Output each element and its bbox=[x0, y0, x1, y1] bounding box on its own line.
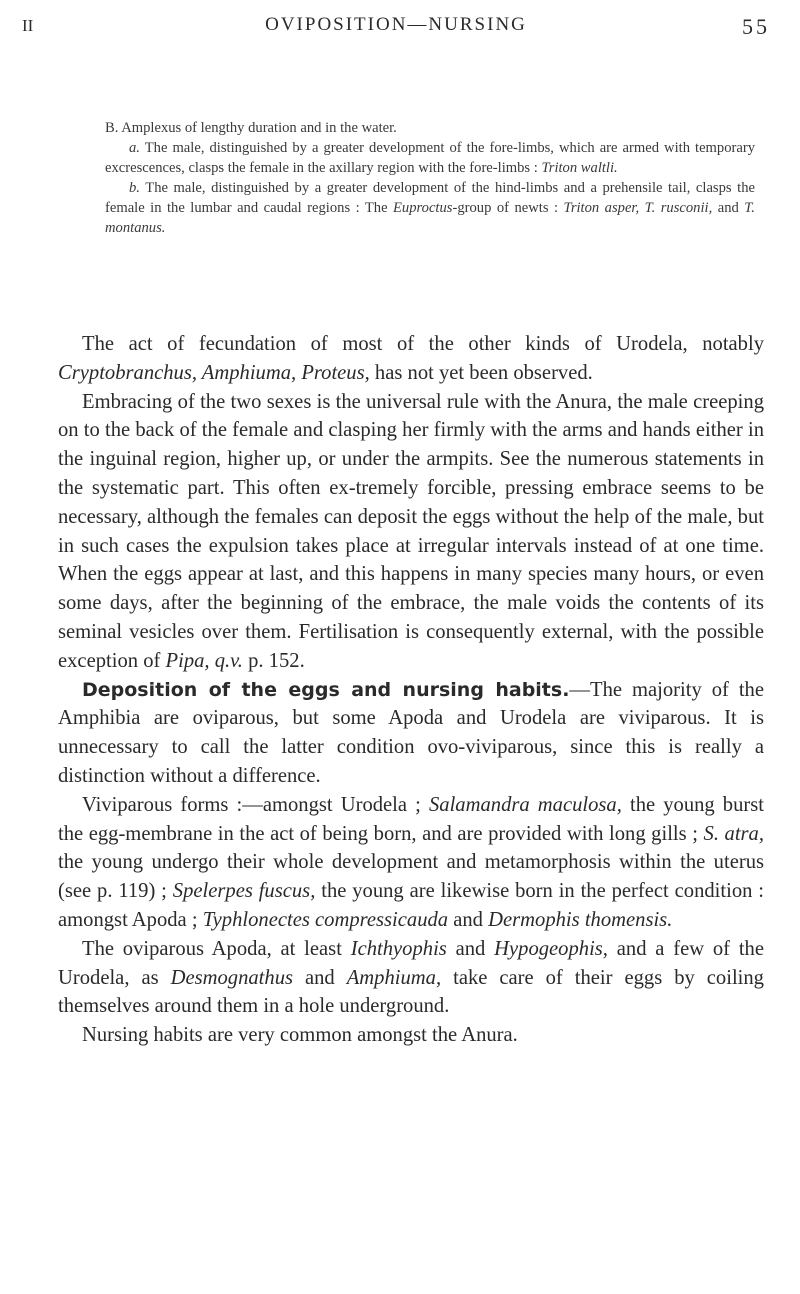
viviparous-species-2: S. atra, bbox=[703, 822, 764, 845]
oviparous-text-1: The oviparous Apoda, at least bbox=[82, 937, 342, 960]
oviparous-genus-4: Amphiuma, bbox=[346, 966, 442, 989]
section-b-item-b bbox=[105, 178, 755, 238]
viviparous-text-1: Viviparous forms :—amongst Urodela ; bbox=[82, 793, 421, 816]
viviparous-text-5: and bbox=[453, 908, 483, 931]
paragraph-oviparous bbox=[58, 935, 764, 1021]
fecundation-text-2: has not yet been observed. bbox=[374, 361, 593, 384]
oviparous-text-2: and bbox=[455, 937, 486, 960]
amplexus-section-b bbox=[105, 118, 755, 238]
oviparous-text-3: and a few of the Urodela, as bbox=[58, 937, 764, 989]
viviparous-text-2: the young burst the egg-membrane in the act of being born, and are provided with long gills ; bbox=[58, 793, 764, 845]
item-a-species: Triton waltli. bbox=[541, 160, 618, 176]
item-a-text: The male, distinguished by a greater development of the fore-limbs, which are armed with temporary excrescences, clasps the female in the axillary region with the fore-limbs : bbox=[105, 140, 755, 176]
section-b-heading: B. Amplexus of lengthy duration and in the water. bbox=[105, 120, 397, 136]
page-number: 55 bbox=[742, 14, 770, 39]
item-b-and: and bbox=[717, 200, 739, 216]
oviparous-genus-1: Ichthyophis bbox=[350, 937, 447, 960]
paragraph-fecundation bbox=[58, 330, 764, 388]
paragraph-nursing bbox=[58, 1021, 764, 1050]
fecundation-genera: Cryptobranchus, Amphiuma, Proteus, bbox=[58, 361, 370, 384]
item-b-label: b. bbox=[129, 180, 140, 196]
fecundation-text-1: The act of fecundation of most of the other kinds of Urodela, notably bbox=[82, 333, 764, 355]
item-a-label: a. bbox=[129, 140, 140, 156]
page-header bbox=[22, 14, 770, 44]
deposition-text: —The majority of the Amphibia are oviparous, but some Apoda and Urodela are viviparous. It is unnecessary to call the latter condition ovo-viviparous, since this is really a distinction without a difference. bbox=[58, 678, 764, 787]
embracing-text: Embracing of the two sexes is the universal rule with the Anura, the male creeping on to the back of the female and clasping her firmly with the arms and hands either in the inguinal region, higher up, or under the armpits. See the numerous statements in the systematic part. This often ex-tremely forcible, pressing embrace seems to be necessary, although the females can deposit the eggs without the help of the male, but in such cases the expulsion takes place at irregular intervals instead of at one time. When the eggs appear at last, and this happens in many species many hours, or even some days, after the beginning of the embrace, the male voids the contents of its seminal vesicles over them. Fertilisation is consequently external, with the possible exception of bbox=[58, 390, 764, 672]
header-folio: II bbox=[22, 16, 34, 35]
embracing-page-ref: p. 152. bbox=[248, 649, 305, 672]
embracing-genus: Pipa, q.v. bbox=[165, 649, 243, 672]
viviparous-species-4: Typhlonectes compressicauda bbox=[202, 908, 449, 931]
oviparous-genus-2: Hypogeophis, bbox=[494, 937, 608, 960]
nursing-text: Nursing habits are very common amongst the Anura. bbox=[82, 1024, 518, 1047]
item-b-group: Euproctus bbox=[393, 200, 453, 216]
item-b-text-2: -group of newts : bbox=[452, 200, 559, 216]
viviparous-species-3: Spelerpes fuscus, bbox=[172, 880, 316, 903]
item-b-species-3: T. montanus. bbox=[105, 200, 755, 236]
oviparous-text-5: take care of their eggs by coiling themselves around them in a hole underground. bbox=[58, 966, 764, 1018]
viviparous-species-1: Salamandra maculosa, bbox=[428, 793, 622, 816]
item-b-text-1: The male, distinguished by a greater development of the hind-limbs and a prehensile tail, clasps the female in the lumbar and caudal regions : The bbox=[105, 180, 755, 216]
viviparous-species-5: Dermophis thomensis. bbox=[488, 908, 673, 931]
paragraph-embracing bbox=[58, 388, 764, 676]
viviparous-text-4: the young are likewise born in the perfect condition : amongst Apoda ; bbox=[58, 880, 765, 931]
deposition-heading: Deposition of the eggs and nursing habits. bbox=[82, 678, 570, 701]
main-text bbox=[58, 330, 764, 1050]
item-b-species-1: Triton asper, bbox=[563, 200, 640, 216]
oviparous-text-4: and bbox=[305, 966, 335, 989]
running-title: OVIPOSITION—NURSING bbox=[265, 14, 527, 35]
item-b-species-2: T. rusconii, bbox=[644, 200, 713, 216]
paragraph-viviparous bbox=[58, 791, 764, 935]
oviparous-genus-3: Desmognathus bbox=[170, 966, 294, 989]
section-b-item-a bbox=[105, 138, 755, 178]
paragraph-deposition bbox=[58, 676, 764, 791]
viviparous-text-3: the young undergo their whole development and metamorphosis within the uterus (see p. 119) ; bbox=[58, 851, 764, 903]
